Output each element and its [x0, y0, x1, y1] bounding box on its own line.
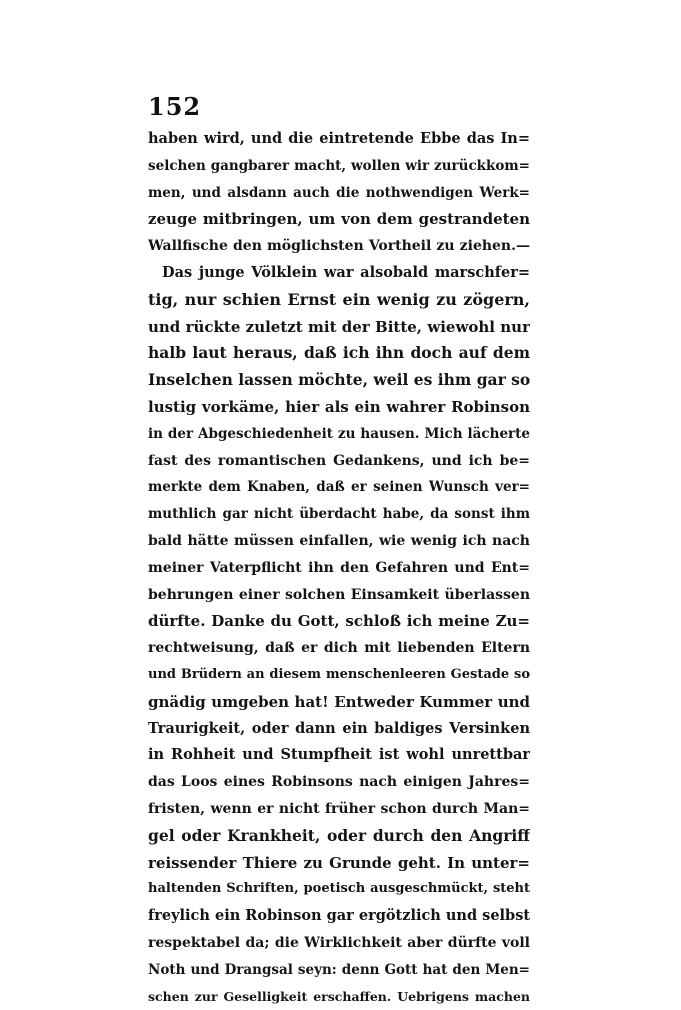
text-line: in Rohheit und Stumpfheit ist wohl unrettbar	[148, 742, 530, 769]
text-line: respektabel da; die Wirklichkeit aber dürfte voll	[148, 930, 530, 957]
text-line: rechtweisung, daß er dich mit liebenden Eltern	[148, 635, 530, 662]
text-line: dürfte. Danke du Gott, schloß ich meine Zu=	[148, 608, 530, 635]
page-number: 152	[148, 92, 201, 121]
text-line: freylich ein Robinson gar ergötzlich und selbst	[148, 903, 530, 930]
text-line: das Loos eines Robinsons nach einigen Jahres=	[148, 769, 530, 796]
text-line: Wallfische den möglichsten Vortheil zu ziehen.—	[148, 233, 530, 260]
text-line: tig, nur schien Ernst ein wenig zu zögern,	[148, 287, 530, 314]
text-line: halb laut heraus, daß ich ihn doch auf dem	[148, 340, 530, 367]
text-line: und rückte zuletzt mit der Bitte, wiewohl nur	[148, 314, 530, 341]
text-line: schen zur Geselligkeit erschaffen. Uebrigens machen	[148, 984, 530, 1010]
text-line: fast des romantischen Gedankens, und ich be=	[148, 448, 530, 475]
text-line: gel oder Krankheit, oder durch den Angriff	[148, 823, 530, 850]
text-line: bald hätte müssen einfallen, wie wenig ich nach	[148, 528, 530, 555]
text-line: und Brüdern an diesem menschenleeren Gestade so	[148, 662, 530, 689]
text-line: Inselchen lassen möchte, weil es ihm gar so	[148, 367, 530, 394]
text-line: fristen, wenn er nicht früher schon durch Man=	[148, 796, 530, 823]
text-line: haben wird, und die eintretende Ebbe das In=	[148, 126, 530, 153]
text-line: haltenden Schriften, poetisch ausgeschmückt, steht	[148, 876, 530, 903]
text-line: Traurigkeit, oder dann ein baldiges Versinken	[148, 716, 530, 743]
text-line: selchen gangbarer macht, wollen wir zurückkom=	[148, 153, 530, 180]
text-line: in der Abgeschiedenheit zu hausen. Mich lächerte	[148, 421, 530, 448]
text-line: behrungen einer solchen Einsamkeit überlassen	[148, 582, 530, 609]
text-line: meiner Vaterpflicht ihn den Gefahren und Ent=	[148, 555, 530, 582]
text-line: gnädig umgeben hat! Entweder Kummer und	[148, 689, 530, 716]
text-line: muthlich gar nicht überdacht habe, da sonst ihm	[148, 501, 530, 528]
text-line: Noth und Drangsal seyn: denn Gott hat den Men=	[148, 957, 530, 984]
text-line: Das junge Völklein war alsobald marschfer=	[148, 260, 530, 287]
text-line: reissender Thiere zu Grunde geht. In unter=	[148, 850, 530, 877]
text-line: zeuge mitbringen, um von dem gestrandeten	[148, 206, 530, 233]
text-line: men, und alsdann auch die nothwendigen Werk=	[148, 180, 530, 207]
text-line: lustig vorkäme, hier als ein wahrer Robinson	[148, 394, 530, 421]
body-text	[148, 126, 530, 1010]
text-line: merkte dem Knaben, daß er seinen Wunsch ver=	[148, 474, 530, 501]
